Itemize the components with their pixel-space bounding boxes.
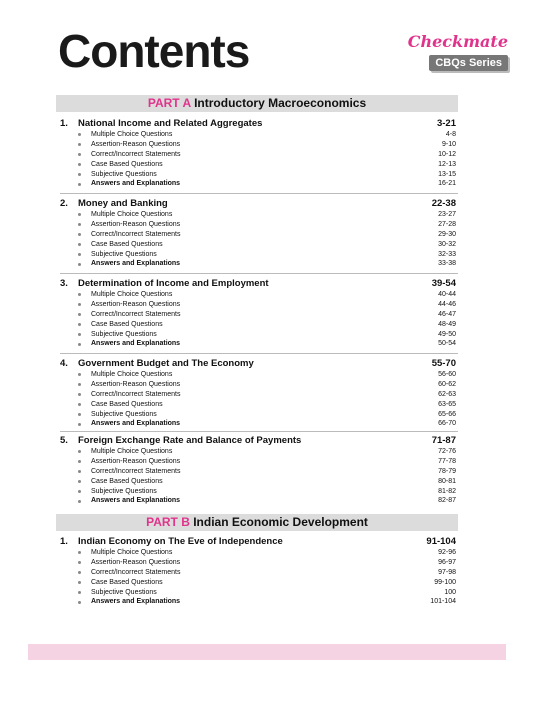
toc-item[interactable] [60, 230, 458, 240]
bullet-icon [78, 373, 81, 376]
item-pages: 33-38 [438, 260, 456, 268]
toc-item[interactable] [60, 496, 458, 506]
item-pages: 12-13 [438, 160, 456, 168]
chapter-pages: 55-70 [431, 358, 456, 369]
bullet-icon [78, 243, 81, 246]
bullet-icon [78, 153, 81, 156]
bullet-icon [78, 571, 81, 574]
part-label: PART A [147, 96, 191, 110]
brand-name: Checkmate [407, 32, 508, 51]
bullet-icon [78, 143, 81, 146]
toc-item[interactable] [60, 140, 458, 150]
divider [60, 353, 458, 354]
item-pages: 62-63 [438, 390, 456, 398]
chapter-heading[interactable] [60, 357, 458, 370]
item-pages: 97-98 [438, 568, 456, 576]
chapter[interactable] [60, 434, 458, 506]
toc-item[interactable] [60, 240, 458, 250]
bullet-icon [78, 333, 81, 336]
toc-item[interactable] [60, 380, 458, 390]
part-title: Indian Economic Development [193, 515, 368, 529]
item-pages: 9-10 [441, 140, 456, 148]
page-title: Contents [58, 25, 250, 77]
item-pages: 23-27 [438, 211, 456, 218]
chapter-pages: 39-54 [431, 278, 456, 289]
chapter[interactable] [60, 197, 458, 269]
item-label: Answers and Explanations [91, 260, 181, 268]
item-label: Multiple Choice Questions [91, 211, 173, 218]
item-label: Case Based Questions [91, 400, 163, 408]
chapter-heading[interactable] [60, 197, 458, 210]
chapter-items [60, 210, 458, 269]
bullet-icon [78, 551, 81, 554]
item-label: Assertion-Reason Questions [91, 140, 181, 148]
item-label: Correct/Incorrect Statements [91, 150, 181, 158]
toc-item[interactable] [60, 467, 458, 477]
item-label: Subjective Questions [91, 410, 157, 418]
item-pages: 32-33 [438, 250, 456, 258]
chapter-pages: 3-21 [436, 118, 456, 129]
chapter-heading[interactable] [60, 434, 458, 447]
item-pages: 50-54 [438, 340, 456, 348]
item-pages: 100 [444, 588, 456, 596]
item-label: Case Based Questions [91, 160, 163, 168]
chapter[interactable] [60, 277, 458, 349]
item-pages: 72-76 [438, 448, 456, 455]
bullet-icon [78, 460, 81, 463]
item-label: Assertion-Reason Questions [91, 457, 181, 465]
chapter-title: Government Budget and The Economy [78, 358, 254, 369]
divider [60, 193, 458, 194]
item-label: Subjective Questions [91, 588, 157, 596]
toc-item[interactable] [60, 130, 458, 140]
bullet-icon [78, 323, 81, 326]
toc-item[interactable] [60, 568, 458, 578]
bullet-icon [78, 480, 81, 483]
part-title: Introductory Macroeconomics [194, 96, 367, 110]
item-pages: 56-60 [438, 371, 456, 378]
bullet-icon [78, 163, 81, 166]
item-label: Subjective Questions [91, 330, 157, 338]
bullet-icon [78, 173, 81, 176]
item-label: Correct/Incorrect Statements [91, 467, 181, 475]
bullet-icon [78, 183, 81, 186]
toc-item[interactable] [60, 250, 458, 260]
item-label: Multiple Choice Questions [91, 131, 173, 138]
toc-item[interactable] [60, 339, 458, 349]
bullet-icon [78, 233, 81, 236]
chapter-items [60, 447, 458, 506]
footer-bar [28, 644, 506, 660]
item-pages: 92-96 [438, 549, 456, 556]
item-label: Subjective Questions [91, 170, 157, 178]
item-pages: 29-30 [438, 230, 456, 238]
chapter-number: 3. [60, 278, 68, 289]
item-label: Answers and Explanations [91, 497, 181, 505]
item-pages: 13-15 [438, 170, 456, 178]
chapter-number: 1. [60, 536, 68, 547]
bullet-icon [78, 133, 81, 136]
item-pages: 44-46 [438, 300, 456, 308]
part-a-header [56, 95, 458, 112]
bullet-icon [78, 253, 81, 256]
item-pages: 30-32 [438, 240, 456, 248]
chapter[interactable] [60, 117, 458, 189]
item-label: Assertion-Reason Questions [91, 300, 181, 308]
chapter[interactable] [60, 357, 458, 429]
item-label: Multiple Choice Questions [91, 291, 173, 298]
toc-item[interactable] [60, 477, 458, 487]
item-label: Answers and Explanations [91, 180, 181, 188]
part-b-header [56, 514, 458, 531]
item-label: Case Based Questions [91, 578, 163, 586]
chapter[interactable] [60, 535, 458, 607]
bullet-icon [78, 303, 81, 306]
bullet-icon [78, 470, 81, 473]
chapter-pages: 71-87 [431, 435, 456, 446]
bullet-icon [78, 561, 81, 564]
toc-item[interactable] [60, 170, 458, 180]
bullet-icon [78, 500, 81, 503]
item-label: Multiple Choice Questions [91, 448, 173, 455]
item-label: Correct/Incorrect Statements [91, 568, 181, 576]
item-label: Subjective Questions [91, 250, 157, 258]
bullet-icon [78, 423, 81, 426]
divider [60, 273, 458, 274]
toc-item[interactable] [60, 548, 458, 558]
toc-item[interactable] [60, 390, 458, 400]
item-pages: 10-12 [438, 150, 456, 158]
bullet-icon [78, 601, 81, 604]
chapter-title: Money and Banking [78, 198, 168, 209]
toc-item[interactable] [60, 220, 458, 230]
item-pages: 96-97 [438, 558, 456, 566]
toc-item[interactable] [60, 419, 458, 429]
item-label: Answers and Explanations [91, 598, 181, 606]
brand-logo [407, 32, 508, 76]
chapter-items [60, 548, 458, 607]
bullet-icon [78, 403, 81, 406]
bullet-icon [78, 383, 81, 386]
item-label: Correct/Incorrect Statements [91, 230, 181, 238]
chapter-pages: 22-38 [431, 198, 456, 209]
chapter-pages: 91-104 [426, 536, 456, 547]
chapter-items [60, 290, 458, 349]
item-pages: 60-62 [438, 380, 456, 388]
bullet-icon [78, 393, 81, 396]
item-pages: 82-87 [438, 497, 456, 505]
toc-item[interactable] [60, 487, 458, 497]
toc-item[interactable] [60, 179, 458, 189]
item-pages: 101-104 [430, 598, 456, 606]
bullet-icon [78, 313, 81, 316]
item-label: Subjective Questions [91, 487, 157, 495]
item-label: Multiple Choice Questions [91, 549, 173, 556]
item-pages: 78-79 [438, 467, 456, 475]
bullet-icon [78, 223, 81, 226]
item-pages: 48-49 [438, 320, 456, 328]
toc-item[interactable] [60, 300, 458, 310]
item-pages: 80-81 [438, 477, 456, 485]
bullet-icon [78, 591, 81, 594]
chapter-title: National Income and Related Aggregates [78, 118, 263, 129]
item-label: Assertion-Reason Questions [91, 220, 181, 228]
divider [60, 431, 458, 432]
bullet-icon [78, 581, 81, 584]
series-badge: CBQs Series [429, 55, 508, 71]
item-pages: 81-82 [438, 487, 456, 495]
toc-item[interactable] [60, 410, 458, 420]
item-pages: 77-78 [438, 457, 456, 465]
toc-item[interactable] [60, 457, 458, 467]
chapter-title: Indian Economy on The Eve of Independence [78, 536, 283, 547]
bullet-icon [78, 293, 81, 296]
toc-item[interactable] [60, 370, 458, 380]
bullet-icon [78, 213, 81, 216]
toc-item[interactable] [60, 210, 458, 220]
item-pages: 49-50 [438, 330, 456, 338]
chapter-number: 1. [60, 118, 68, 129]
item-label: Correct/Incorrect Statements [91, 310, 181, 318]
item-pages: 4-8 [445, 131, 456, 138]
item-label: Case Based Questions [91, 240, 163, 248]
chapter-items [60, 130, 458, 189]
item-pages: 66-70 [438, 420, 456, 428]
item-label: Assertion-Reason Questions [91, 380, 181, 388]
item-label: Correct/Incorrect Statements [91, 390, 181, 398]
item-pages: 27-28 [438, 220, 456, 228]
chapter-title: Foreign Exchange Rate and Balance of Payments [78, 435, 302, 446]
item-label: Case Based Questions [91, 477, 163, 485]
item-pages: 46-47 [438, 310, 456, 318]
toc-item[interactable] [60, 558, 458, 568]
toc-item[interactable] [60, 290, 458, 300]
chapter-heading[interactable] [60, 277, 458, 290]
bullet-icon [78, 450, 81, 453]
item-label: Case Based Questions [91, 320, 163, 328]
chapter-items [60, 370, 458, 429]
item-label: Multiple Choice Questions [91, 371, 173, 378]
item-pages: 40-44 [438, 291, 456, 298]
toc-item[interactable] [60, 320, 458, 330]
toc-item[interactable] [60, 160, 458, 170]
toc-item[interactable] [60, 597, 458, 607]
chapter-number: 4. [60, 358, 68, 369]
toc-item[interactable] [60, 150, 458, 160]
chapter-heading[interactable] [60, 535, 458, 548]
chapter-heading[interactable] [60, 117, 458, 130]
item-label: Assertion-Reason Questions [91, 558, 181, 566]
item-label: Answers and Explanations [91, 420, 181, 428]
item-pages: 16-21 [438, 180, 456, 188]
chapter-number: 5. [60, 435, 68, 446]
item-pages: 63-65 [438, 400, 456, 408]
toc-item[interactable] [60, 400, 458, 410]
bullet-icon [78, 343, 81, 346]
part-label: PART B [146, 515, 190, 529]
item-label: Answers and Explanations [91, 340, 181, 348]
toc-item[interactable] [60, 578, 458, 588]
toc-item[interactable] [60, 310, 458, 320]
bullet-icon [78, 490, 81, 493]
chapter-number: 2. [60, 198, 68, 209]
item-pages: 65-66 [438, 410, 456, 418]
toc-item[interactable] [60, 447, 458, 457]
bullet-icon [78, 263, 81, 266]
toc-item[interactable] [60, 330, 458, 340]
bullet-icon [78, 413, 81, 416]
item-pages: 99-100 [434, 578, 456, 586]
chapter-title: Determination of Income and Employment [78, 278, 269, 289]
toc-item[interactable] [60, 588, 458, 598]
toc-item[interactable] [60, 259, 458, 269]
